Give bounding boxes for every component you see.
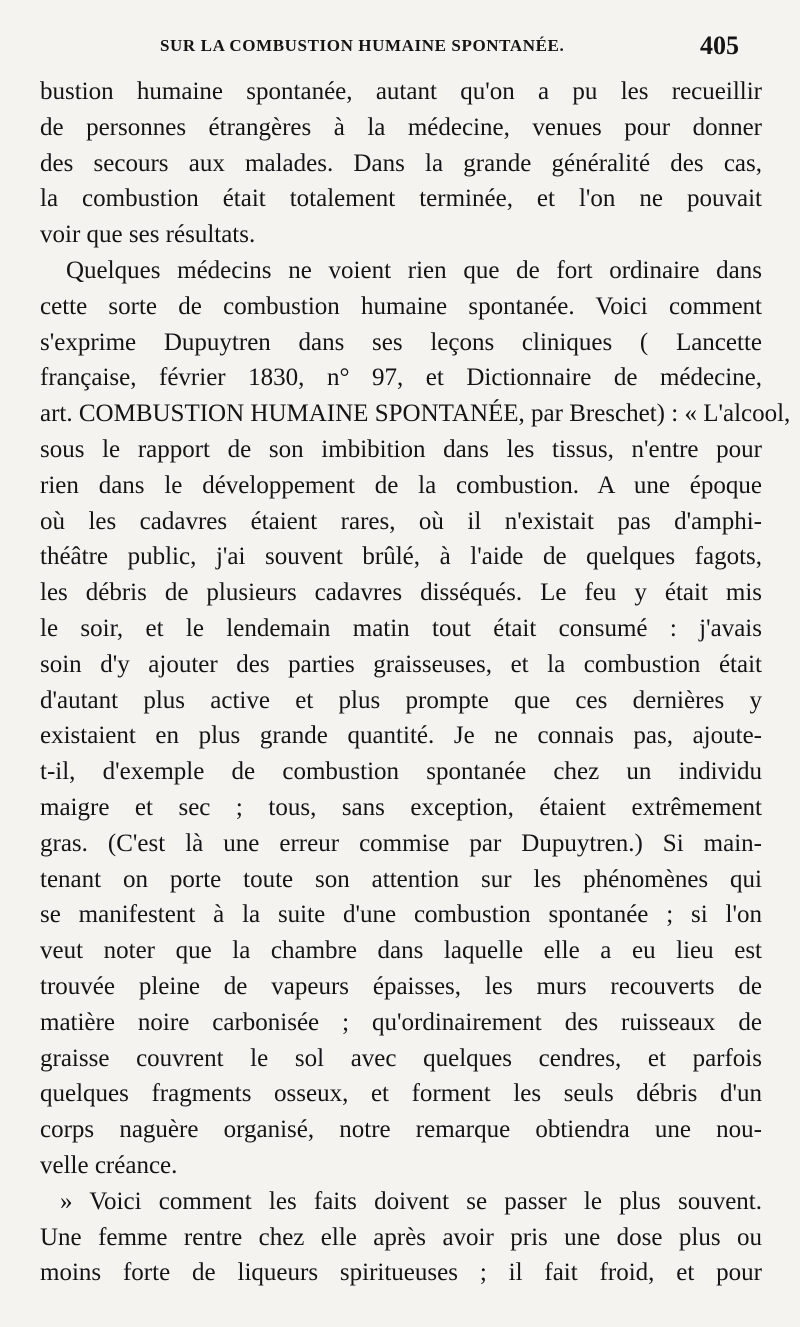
text-line: cette sorte de combustion humaine spontanée. Voici comment (40, 292, 762, 320)
text-line: Quelques médecins ne voient rien que de fort ordinaire dans (66, 256, 762, 284)
text-line: existaient en plus grande quantité. Je ne connais pas, ajoute- (40, 722, 762, 750)
text-line: velle créance. (40, 1151, 178, 1179)
text-line: sous le rapport de son imbibition dans les tissus, n'entre pour (40, 435, 762, 463)
text-line: le soir, et le lendemain matin tout était consumé : j'avais (40, 614, 762, 642)
text-line: tenant on porte toute son attention sur les phénomènes qui (40, 865, 762, 893)
text-line: des secours aux malades. Dans la grande généralité des cas, (40, 149, 762, 177)
text-line: théâtre public, j'ai souvent brûlé, à l'aide de quelques fagots, (40, 543, 762, 571)
text-line: maigre et sec ; tous, sans exception, étaient extrêmement (40, 793, 762, 821)
text-line: la combustion était totalement terminée, et l'on ne pouvait (40, 185, 762, 213)
text-line: t-il, d'exemple de combustion spontanée chez un individu (40, 758, 762, 786)
text-line: où les cadavres étaient rares, où il n'existait pas d'amphi- (40, 507, 762, 535)
text-line: les débris de plusieurs cadavres disséqués. Le feu y était mis (40, 579, 762, 607)
body-text (40, 74, 791, 1291)
text-line: se manifestent à la suite d'une combustion spontanée ; si l'on (40, 901, 762, 929)
text-line: » Voici comment les faits doivent se passer le plus souvent. (60, 1187, 762, 1215)
text-line: gras. (C'est là une erreur commise par Dupuytren.) Si main- (40, 829, 762, 857)
text-line: corps naguère organisé, notre remarque obtiendra une nou- (40, 1116, 762, 1144)
text-line: art. COMBUSTION HUMAINE SPONTANÉE, par Breschet) : « L'alcool, (40, 400, 791, 428)
text-line: française, février 1830, n° 97, et Dictionnaire de médecine, (40, 364, 762, 392)
text-line: trouvée pleine de vapeurs épaisses, les murs recouverts de (40, 972, 762, 1000)
text-line: d'autant plus active et plus prompte que ces dernières y (40, 686, 762, 714)
text-line: graisse couvrent le sol avec quelques cendres, et parfois (40, 1044, 762, 1072)
text-line: veut noter que la chambre dans laquelle elle a eu lieu est (40, 937, 762, 965)
text-line: bustion humaine spontanée, autant qu'on a pu les recueillir (40, 78, 762, 105)
text-line: s'exprime Dupuytren dans ses leçons cliniques ( Lancette (40, 328, 762, 356)
text-line: matière noire carbonisée ; qu'ordinairement des ruisseaux de (40, 1008, 762, 1036)
text-line: moins forte de liqueurs spiritueuses ; il fait froid, et pour (40, 1259, 762, 1287)
running-head: SUR LA COMBUSTION HUMAINE SPONTANÉE. (160, 36, 565, 55)
text-line: voir que ses résultats. (40, 221, 256, 249)
text-line: rien dans le développement de la combustion. A une époque (40, 471, 762, 499)
text-line: Une femme rentre chez elle après avoir pris une dose plus ou (40, 1223, 762, 1251)
text-line: de personnes étrangères à la médecine, venues pour donner (40, 113, 762, 141)
text-line: quelques fragments osseux, et forment les seuls débris d'un (40, 1080, 762, 1108)
page-number: 405 (700, 31, 739, 60)
text-line: soin d'y ajouter des parties graisseuses, et la combustion était (40, 650, 762, 678)
